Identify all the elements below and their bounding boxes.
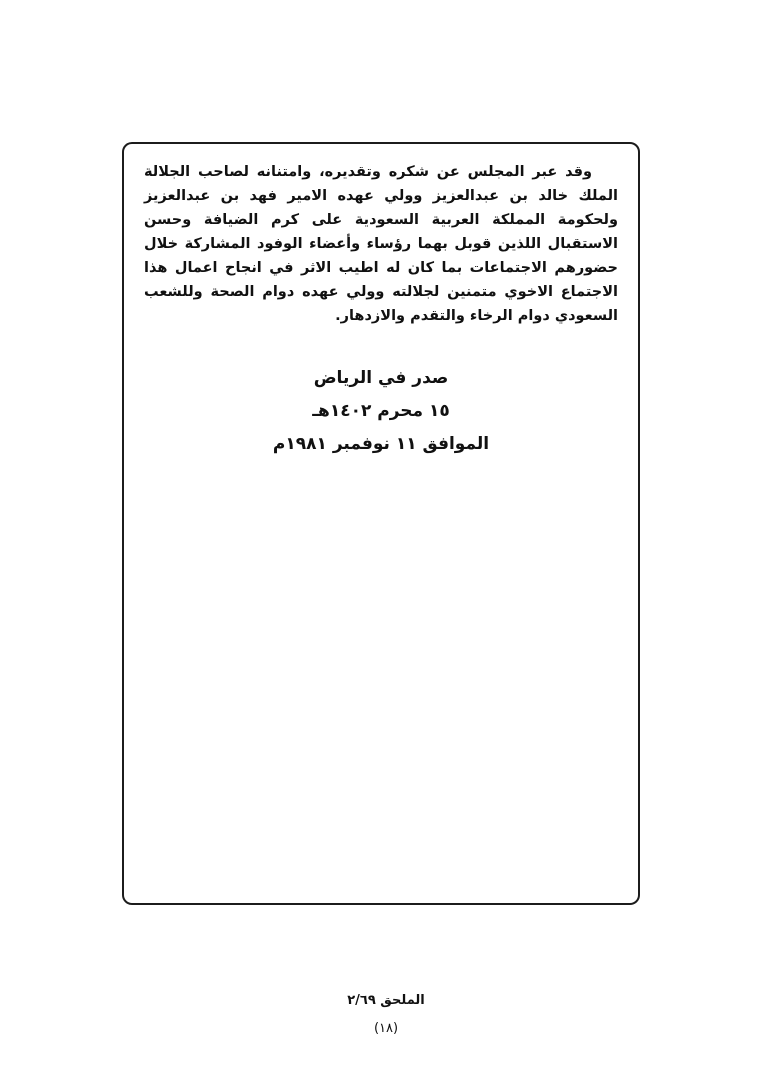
issued-place-line: صدر في الرياض <box>313 368 449 388</box>
gregorian-date-line: الموافق ١١ نوفمبر ١٩٨١م <box>272 434 490 454</box>
text-border-box <box>122 142 640 905</box>
annex-label: الملحق ٢/٦٩ <box>347 993 425 1008</box>
page-footer <box>0 992 772 1038</box>
page-number: (١٨) <box>373 1021 399 1036</box>
issuance-block <box>144 362 618 461</box>
hijri-date-line: ١٥ محرم ١٤٠٢هـ <box>312 401 450 421</box>
body-paragraph: وقد عبر المجلس عن شكره وتقديره، وامتنانه لصاحب الجلالة الملك خالد بن عبدالعزيز وولي عهده الامير فهد بن عبدالعزيز ولحكومة المملكة العربية السعودية على كرم الضيافة وحسن الاستقبال اللذين قوبل بهما رؤساء وأعضاء الوفود المشاركة خلال حضورهم الاجتماعات بما كان له اطيب الاثر في انجاح اعمال هذا الاجتماع الاخوي متمنين لجلالته وولي عهده دوام الصحة وللشعب السعودي دوام الرخاء والتقدم والازدهار. <box>144 164 618 324</box>
